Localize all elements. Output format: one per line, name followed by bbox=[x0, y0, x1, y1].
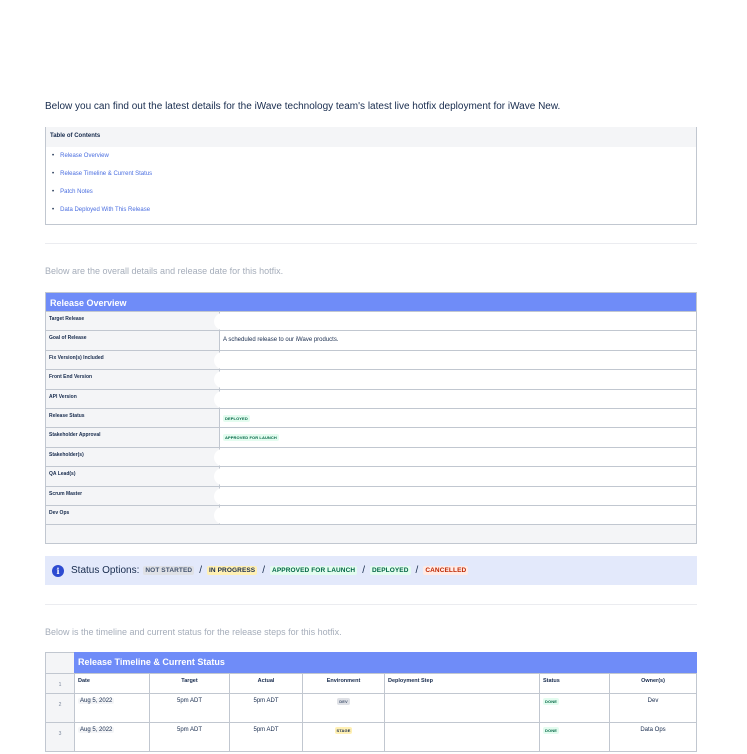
row-key: Stakeholder Approval bbox=[46, 428, 220, 446]
table-row bbox=[45, 506, 697, 525]
status-badge: DONE bbox=[545, 728, 557, 733]
toc-item[interactable] bbox=[52, 171, 696, 189]
target-cell: 5pm ADT bbox=[150, 694, 230, 722]
release-timeline-table bbox=[45, 652, 697, 752]
release-overview-table bbox=[45, 292, 697, 544]
redaction bbox=[214, 507, 258, 524]
actual-cell: 5pm ADT bbox=[230, 694, 303, 722]
intro-text: Below you can find out the latest details for the iWave technology team's latest live hotfix deployment for iWave New. bbox=[45, 101, 561, 112]
row-value bbox=[220, 428, 696, 446]
toc-item[interactable] bbox=[52, 153, 696, 171]
table-of-contents bbox=[45, 127, 697, 225]
col-environment: Environment bbox=[303, 674, 385, 693]
redaction bbox=[214, 352, 258, 369]
date-chip: Aug 5, 2022 bbox=[80, 698, 113, 704]
divider bbox=[45, 243, 697, 244]
redaction bbox=[214, 371, 258, 388]
table-row bbox=[45, 428, 697, 447]
toc-item[interactable] bbox=[52, 207, 696, 225]
status-approved: APPROVED FOR LAUNCH bbox=[272, 567, 356, 574]
row-key: Fix Version(s) Included bbox=[46, 351, 220, 369]
row-value bbox=[220, 448, 696, 466]
col-owners: Owner(s) bbox=[610, 674, 697, 693]
status-cell bbox=[540, 694, 610, 722]
step-cell bbox=[385, 723, 540, 751]
divider bbox=[45, 604, 697, 605]
status-cancelled: CANCELLED bbox=[425, 567, 467, 574]
row-value bbox=[220, 370, 696, 388]
env-badge: STAGE bbox=[336, 728, 351, 733]
row-value bbox=[220, 351, 696, 369]
separator: / bbox=[362, 565, 365, 576]
timeline-title: Release Timeline & Current Status bbox=[74, 652, 697, 673]
actual-cell: 5pm ADT bbox=[230, 723, 303, 751]
bullet-icon: • bbox=[52, 153, 55, 159]
toc-list bbox=[46, 147, 696, 225]
table-row bbox=[45, 351, 697, 370]
row-number: 1 bbox=[46, 674, 75, 693]
status-options-panel bbox=[45, 556, 697, 585]
status-not-started: NOT STARTED bbox=[145, 567, 193, 574]
row-value bbox=[220, 506, 696, 524]
owner-cell: Data Ops bbox=[610, 723, 697, 751]
date-cell bbox=[75, 694, 150, 722]
environment-cell bbox=[303, 723, 385, 751]
table-row bbox=[45, 409, 697, 428]
table-row bbox=[45, 312, 697, 331]
info-icon: i bbox=[52, 565, 64, 577]
row-key: Dev Ops bbox=[46, 506, 220, 524]
table-row bbox=[45, 370, 697, 389]
row-key: Target Release bbox=[46, 312, 220, 330]
row-value bbox=[220, 409, 696, 427]
row-key: Front End Version bbox=[46, 370, 220, 388]
status-badge-deployed: DEPLOYED bbox=[225, 415, 248, 421]
redaction bbox=[214, 488, 258, 505]
redaction bbox=[385, 727, 495, 745]
target-cell: 5pm ADT bbox=[150, 723, 230, 751]
table-row bbox=[45, 467, 697, 486]
step-cell bbox=[385, 694, 540, 722]
bullet-icon: • bbox=[52, 207, 55, 213]
table-row bbox=[45, 487, 697, 506]
col-status: Status bbox=[540, 674, 610, 693]
row-number-corner bbox=[45, 652, 74, 673]
env-badge: DEV bbox=[339, 699, 348, 704]
date-cell bbox=[75, 723, 150, 751]
release-overview-title: Release Overview bbox=[45, 292, 697, 312]
redaction bbox=[214, 391, 258, 408]
separator: / bbox=[199, 565, 202, 576]
table-row-empty bbox=[45, 525, 697, 544]
environment-cell bbox=[303, 694, 385, 722]
overview-intro: Below are the overall details and release date for this hotfix. bbox=[45, 266, 284, 276]
table-header-row bbox=[45, 673, 697, 694]
empty-cell bbox=[46, 525, 696, 543]
row-key: Release Status bbox=[46, 409, 220, 427]
redaction bbox=[214, 468, 258, 485]
redaction bbox=[385, 698, 465, 716]
row-key: Scrum Master bbox=[46, 487, 220, 505]
date-chip: Aug 5, 2022 bbox=[80, 727, 113, 733]
status-in-progress: IN PROGRESS bbox=[209, 567, 256, 574]
row-value bbox=[220, 487, 696, 505]
table-row bbox=[45, 694, 697, 723]
separator: / bbox=[415, 565, 419, 576]
table-row bbox=[45, 331, 697, 350]
col-date: Date bbox=[75, 674, 150, 693]
toc-link-release-timeline[interactable]: Release Timeline & Current Status bbox=[60, 171, 153, 177]
timeline-intro: Below is the timeline and current status for the release steps for this hotfix. bbox=[45, 627, 342, 637]
toc-item[interactable] bbox=[52, 189, 696, 207]
separator: / bbox=[262, 565, 266, 576]
toc-link-data-deployed[interactable]: Data Deployed With This Release bbox=[60, 207, 151, 213]
row-value: A scheduled release to our iWave products. bbox=[223, 337, 339, 344]
status-badge: DONE bbox=[545, 699, 557, 704]
row-key: API Version bbox=[46, 390, 220, 408]
col-actual: Actual bbox=[230, 674, 303, 693]
status-cell bbox=[540, 723, 610, 751]
redaction bbox=[214, 449, 258, 466]
table-row bbox=[45, 390, 697, 409]
row-value bbox=[220, 390, 696, 408]
status-badge-approved: APPROVED FOR LAUNCH bbox=[225, 435, 277, 441]
status-deployed: DEPLOYED bbox=[371, 567, 409, 574]
col-target: Target bbox=[150, 674, 230, 693]
timeline-header bbox=[45, 652, 697, 673]
row-value bbox=[220, 467, 696, 485]
toc-link-patch-notes[interactable]: Patch Notes bbox=[60, 189, 93, 195]
toc-title: Table of Contents bbox=[46, 127, 696, 147]
owner-cell: Dev bbox=[610, 694, 697, 722]
row-value bbox=[220, 312, 696, 330]
status-options-label: Status Options: bbox=[71, 565, 140, 576]
row-key: Goal of Release bbox=[46, 331, 220, 349]
row-number: 2 bbox=[46, 694, 75, 722]
row-key: Stakeholder(s) bbox=[46, 448, 220, 466]
col-deployment-step: Deployment Step bbox=[385, 674, 540, 693]
row-key: QA Lead(s) bbox=[46, 467, 220, 485]
toc-link-release-overview[interactable]: Release Overview bbox=[60, 153, 109, 159]
bullet-icon: • bbox=[52, 171, 55, 177]
bullet-icon: • bbox=[52, 189, 55, 195]
redaction bbox=[214, 313, 258, 330]
table-row bbox=[45, 448, 697, 467]
table-row bbox=[45, 723, 697, 752]
row-number: 3 bbox=[46, 723, 75, 751]
